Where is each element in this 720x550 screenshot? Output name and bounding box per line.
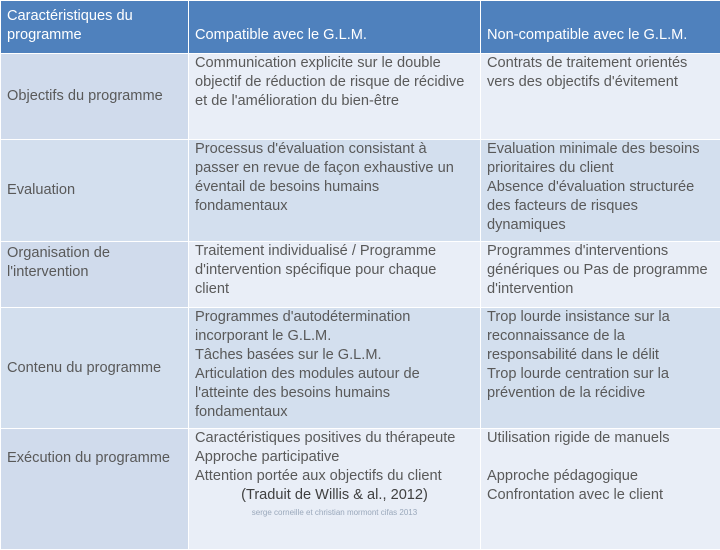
cell-text: Caractéristiques positives du thérapeute — [195, 429, 474, 448]
row-label: Contenu du programme — [1, 308, 189, 429]
cell-text: Utilisation rigide de manuels — [487, 429, 714, 448]
table-row — [1, 140, 720, 242]
non-compatible-cell — [481, 429, 720, 550]
table-row — [1, 308, 720, 429]
cell-text: Trop lourde insistance sur la reconnaissance de la responsabilité dans le délit — [487, 308, 714, 365]
row-label: Exécution du programme — [1, 429, 189, 550]
cell-text: Evaluation minimale des besoins prioritaires du client — [487, 140, 714, 178]
cell-text: Approche participative — [195, 448, 474, 467]
header-row — [1, 1, 720, 54]
cell-text: Communication explicite sur le double objectif de réduction de risque de récidive et de l'amélioration du bien-être — [195, 54, 474, 111]
compatible-cell — [189, 429, 481, 550]
non-compatible-cell — [481, 140, 720, 242]
cell-text: Processus d'évaluation consistant à passer en revue de façon exhaustive un éventail de besoins humains fondamentaux — [195, 140, 474, 216]
header-non-compatible: Non-compatible avec le G.L.M. — [481, 1, 720, 54]
row-label: Objectifs du programme — [1, 54, 189, 140]
cell-text: Approche pédagogique — [487, 467, 714, 486]
non-compatible-cell — [481, 308, 720, 429]
table-row — [1, 242, 720, 308]
compatible-cell — [189, 242, 481, 308]
row-label: Organisation de l'intervention — [1, 242, 189, 308]
cell-text: Programmes d'autodétermination incorporant le G.L.M. — [195, 308, 474, 346]
cell-text: Absence d'évaluation structurée des facteurs de risques dynamiques — [487, 178, 714, 235]
row-label: Evaluation — [1, 140, 189, 242]
cell-text: Programmes d'interventions génériques ou Pas de programme d'intervention — [487, 242, 714, 299]
non-compatible-cell — [481, 54, 720, 140]
cell-text: Contrats de traitement orientés vers des objectifs d'évitement — [487, 54, 714, 92]
table-row — [1, 429, 720, 550]
cell-text: Confrontation avec le client — [487, 486, 714, 505]
compatible-cell — [189, 308, 481, 429]
cell-text: Traitement individualisé / Programme d'intervention spécifique pour chaque client — [195, 242, 474, 299]
slide-credit: serge corneille et christian mormont cifas 2013 — [195, 508, 474, 518]
header-characteristics: Caractéristiques du programme — [1, 1, 189, 54]
cell-text: Articulation des modules autour de l'atteinte des besoins humains fondamentaux — [195, 365, 474, 422]
compatible-cell — [189, 54, 481, 140]
cell-text: Tâches basées sur le G.L.M. — [195, 346, 474, 365]
cell-text: Attention portée aux objectifs du client — [195, 467, 474, 486]
citation: (Traduit de Willis & al., 2012) — [195, 486, 474, 505]
non-compatible-cell — [481, 242, 720, 308]
cell-text: Trop lourde centration sur la prévention de la récidive — [487, 365, 714, 403]
table-row — [1, 54, 720, 140]
header-compatible: Compatible avec le G.L.M. — [189, 1, 481, 54]
compatible-cell — [189, 140, 481, 242]
